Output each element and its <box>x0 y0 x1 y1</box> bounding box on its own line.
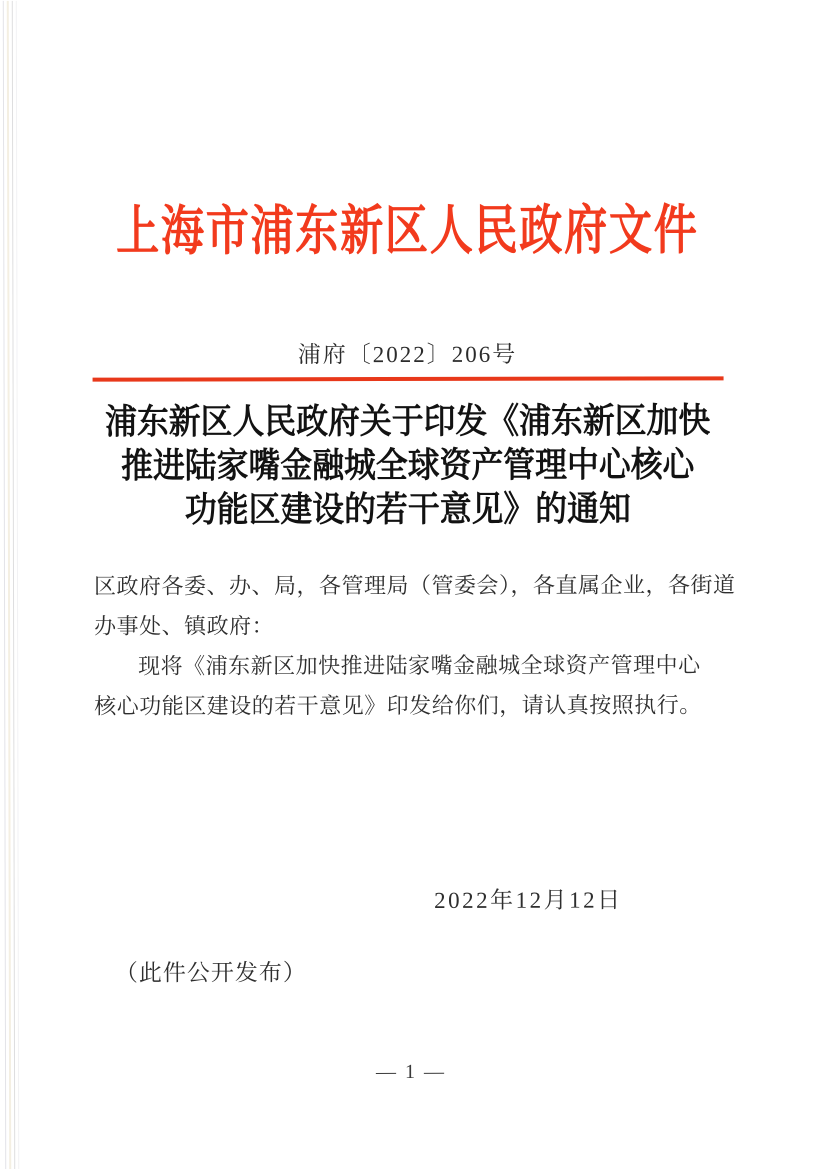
document-title <box>36 399 779 533</box>
document-title-line: 功能区建设的若干意见》的通知 <box>184 489 631 530</box>
document-number: 浦府〔2022〕206号 <box>297 341 518 368</box>
document-title-line: 浦东新区人民政府关于印发《浦东新区加快 <box>105 401 711 442</box>
document-title-line: 推进陆家嘴金融城全球资产管理中心核心 <box>121 445 695 486</box>
scan-edge-artifact <box>16 1 19 1169</box>
document-header-title: 上海市浦东新区人民政府文件 <box>115 200 699 262</box>
salutation <box>93 565 736 646</box>
scan-edge-artifact <box>3 1 6 1169</box>
scan-edge-artifact <box>7 1 11 1169</box>
red-divider-line <box>93 376 724 381</box>
page-number: — 1 — <box>375 1060 447 1084</box>
salutation-line: 区政府各委、办、局，各管理局（管委会），各直属企业，各街道 <box>93 572 736 599</box>
body-paragraph <box>94 645 726 726</box>
body-paragraph-line: 核心功能区建设的若干意见》印发给你们，请认真按照执行。 <box>94 692 702 719</box>
body-paragraph-line: 现将《浦东新区加快推进陆家嘴金融城全球资产管理中心 <box>138 652 701 679</box>
issue-date: 2022年12月12日 <box>434 887 623 913</box>
publish-note: （此件公开发布） <box>114 960 307 986</box>
scan-edge-artifact <box>12 1 15 1169</box>
salutation-line: 办事处、镇政府： <box>94 613 275 639</box>
